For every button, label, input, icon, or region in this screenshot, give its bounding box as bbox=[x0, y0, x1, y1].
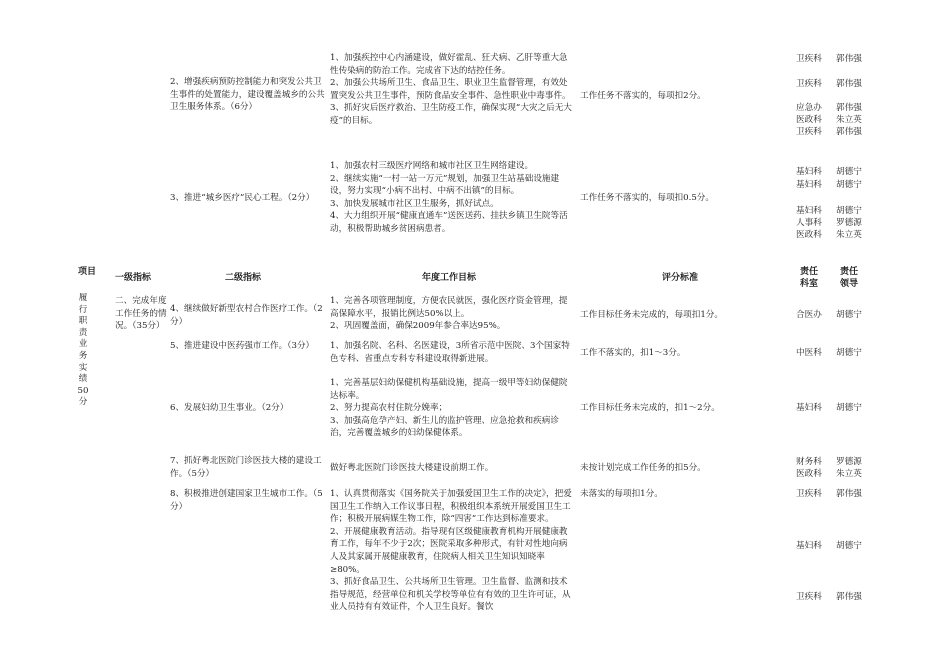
header-level2: 二级指标 bbox=[225, 273, 262, 283]
target-cell bbox=[330, 488, 574, 614]
target-line: 1、加强农村三级医疗网络和城市社区卫生网络建设。 bbox=[330, 161, 534, 171]
target-line: 4、大力组织开展“健康直通车”送医送药、挂扶乡镇卫生院等活动，积极帮助城乡贫困病患者。 bbox=[330, 211, 568, 234]
resp-dept: 人事科 bbox=[796, 218, 822, 228]
standard-cell: 工作任务不落实的，每项扣0.5分。 bbox=[580, 193, 714, 203]
target-line: 3、加快发展城市社区卫生服务，抓好试点。 bbox=[330, 198, 499, 209]
resp-leader: 郭伟强 bbox=[836, 103, 862, 113]
resp-dept: 卫疾科 bbox=[796, 54, 822, 64]
resp-leader: 罗德源 bbox=[836, 457, 862, 467]
standard-cell: 工作目标任务未完成的，扣1～2分。 bbox=[580, 403, 720, 413]
target-line: 1、加强名院、名科、名医建设，3所省示范中医院、3个国家特色专科、省重点专科专科建设取得新进展。 bbox=[330, 341, 570, 364]
resp-dept: 医政科 bbox=[796, 230, 822, 240]
standard-cell: 工作任务不落实的，每项扣2分。 bbox=[580, 91, 706, 101]
target-line: 1、加强疾控中心内涵建设，做好霍乱、狂犬病、乙肝等重大急性传染病的防治工作。完成省下达的结控任务。 bbox=[330, 53, 568, 76]
resp-leader: 罗德源 bbox=[836, 218, 862, 228]
resp-leader: 胡德宁 bbox=[836, 403, 862, 413]
resp-leader: 胡德宁 bbox=[836, 167, 862, 177]
resp-dept: 基妇科 bbox=[796, 180, 822, 190]
target-cell bbox=[330, 160, 574, 236]
resp-dept: 基妇科 bbox=[796, 541, 822, 551]
resp-leader: 胡德宁 bbox=[836, 348, 862, 358]
target-line: 2、努力提高农村住院分娩率； bbox=[330, 403, 448, 414]
target-line: 3、抓好食品卫生、公共场所卫生管理。卫生监督、监测和技术指导规范，经营单位和机关学校等单位有有效的卫生许可证，从业人员持有有效证件，个人卫生良好。餐饮 bbox=[330, 577, 571, 613]
resp-leader: 郭伟强 bbox=[836, 79, 862, 89]
target-line: 2、加强公共场所卫生、食品卫生、职业卫生监督管理，有效处置突发公共卫生事件，预防食品安全事件、急性职业中毒事件。 bbox=[330, 78, 571, 101]
level2-item: 3、推进“城乡医疗”民心工程。（2分） bbox=[170, 193, 315, 203]
resp-leader: 朱立英 bbox=[836, 115, 862, 125]
resp-dept: 合医办 bbox=[796, 310, 822, 320]
resp-dept: 基妇科 bbox=[796, 167, 822, 177]
header-dept: 责任科室 bbox=[799, 267, 818, 289]
standard-cell: 工作不落实的，扣1～3分。 bbox=[580, 348, 686, 358]
level2-item: 4、继续做好新型农村合作医疗工作。（2分） bbox=[170, 304, 323, 327]
header-standard: 评分标准 bbox=[662, 273, 699, 283]
resp-dept: 卫疾科 bbox=[796, 79, 822, 89]
resp-leader: 胡德宁 bbox=[836, 206, 862, 216]
target-line: 2、巩固覆盖面，确保2009年参合率达95%。 bbox=[330, 321, 506, 332]
level2-item: 7、抓好粤北医院门诊医技大楼的建设工作。（5分） bbox=[170, 456, 322, 479]
resp-dept: 基妇科 bbox=[796, 403, 822, 413]
level2-item: 2、增强疾病预防控制能力和突发公共卫生事件的处置能力，建设覆盖城乡的公共卫生服务体系。（6分） bbox=[170, 77, 325, 113]
target-line: 1、完善各项管理制度，方便农民就医，强化医疗资金管理，提高保障水平，报销比例达50%以上。 bbox=[330, 296, 568, 319]
resp-dept: 基妇科 bbox=[796, 206, 822, 216]
resp-dept: 财务科 bbox=[796, 457, 822, 467]
target-cell bbox=[330, 52, 574, 128]
level2-item: 8、积极推进创建国家卫生城市工作。（5分） bbox=[170, 489, 323, 512]
resp-dept: 中医科 bbox=[796, 348, 822, 358]
target-line: 3、抓好灾后医疗救治、卫生防疫工作，确保实现“大灾之后无大疫”的目标。 bbox=[330, 103, 572, 126]
resp-leader: 胡德宁 bbox=[836, 180, 862, 190]
target-line: 2、开展健康教育活动。指导现有区级健康教育机构开展健康教育工作，每年不少于2次；医院采取多种形式，有针对性地向病人及其家属开展健康教育，住院病人相关卫生知识知晓率≥80%。 bbox=[330, 526, 568, 575]
header-target: 年度工作目标 bbox=[422, 273, 477, 283]
target-line: 1、认真贯彻落实《国务院关于加强爱国卫生工作的决定》，把爱国卫生工作纳入工作议事日程，积极组织本系统开展爱国卫生工作；积极开展病媒生物工作，除“四害”工作达到标准要求。 bbox=[330, 489, 572, 525]
resp-leader: 郭伟强 bbox=[836, 592, 862, 602]
target-cell bbox=[330, 340, 574, 365]
target-cell bbox=[330, 377, 574, 440]
project-name: 履行职责业务实绩50分 bbox=[77, 293, 89, 408]
header-project: 项目 bbox=[78, 267, 97, 277]
level2-item: 5、推进建设中医药强市工作。（3分） bbox=[170, 341, 315, 351]
target-line: 1、完善基层妇幼保健机构基础设施，提高一级甲等妇幼保健院达标率。 bbox=[330, 378, 568, 401]
target-line: 2、继续实施“一村一站一万元”规划，加强卫生站基础设施建设，努力实现“小病不出村、中病不出镇”的目标。 bbox=[330, 173, 560, 197]
resp-dept: 应急办 bbox=[796, 103, 822, 113]
resp-leader: 郭伟强 bbox=[836, 127, 862, 137]
level1-item: 二、完成年度工作任务的情况。（35分） bbox=[115, 296, 167, 332]
resp-leader: 朱立英 bbox=[836, 469, 862, 479]
header-leader: 责任领导 bbox=[839, 267, 858, 289]
resp-dept: 医政科 bbox=[796, 115, 822, 125]
level2-item: 6、发展妇幼卫生事业。（2分） bbox=[170, 403, 289, 413]
resp-leader: 朱立英 bbox=[836, 230, 862, 240]
resp-dept: 卫疾科 bbox=[796, 592, 822, 602]
resp-dept: 医政科 bbox=[796, 469, 822, 479]
target-cell bbox=[330, 295, 574, 333]
resp-dept: 卫疾科 bbox=[796, 489, 822, 499]
target-line: 做好粤北医院门诊医技大楼建设前期工作。 bbox=[330, 463, 494, 473]
target-line: 3、加强高危孕产妇、新生儿的监护管理、应急抢救和疾病诊治，完善覆盖城乡的妇幼保健体系。 bbox=[330, 415, 559, 439]
resp-leader: 胡德宁 bbox=[836, 310, 862, 320]
resp-dept: 卫疾科 bbox=[796, 127, 822, 137]
header-level1: 一级指标 bbox=[115, 273, 152, 283]
standard-cell: 工作目标任务未完成的，每项扣1分。 bbox=[580, 310, 723, 320]
standard-cell: 未落实的每项扣1分。 bbox=[580, 489, 663, 499]
resp-leader: 郭伟强 bbox=[836, 489, 862, 499]
resp-leader: 郭伟强 bbox=[836, 54, 862, 64]
resp-leader: 胡德宁 bbox=[836, 541, 862, 551]
standard-cell: 未按计划完成工作任务的扣5分。 bbox=[580, 463, 706, 473]
